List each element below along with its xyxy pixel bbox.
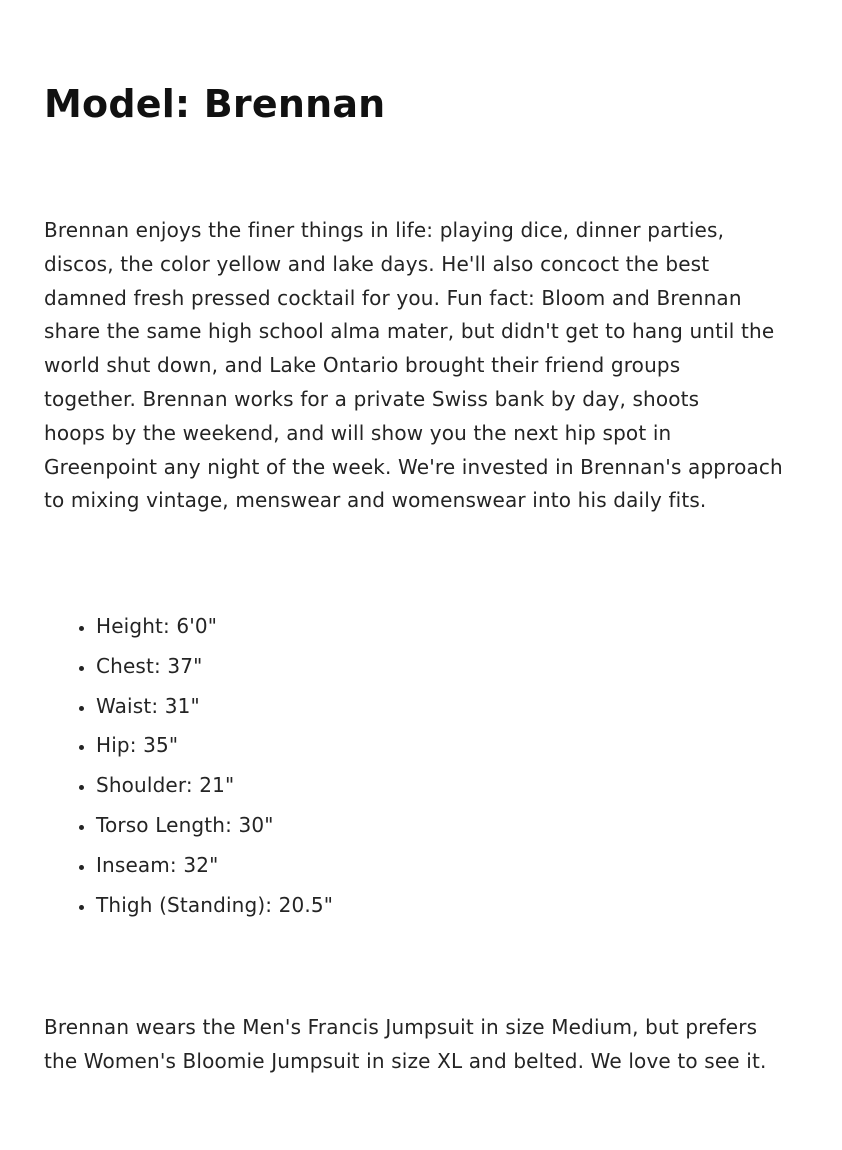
measurement-inseam: • Inseam: 32" [96,846,333,886]
bio-line: Brennan enjoys the finer things in life: playing dice, dinner parties, [44,218,725,242]
sizing-note [44,1011,824,1079]
bio-line: world shut down, and Lake Ontario brought their friend groups [44,353,681,378]
bio-line: hoops by the weekend, and will show you the next hip spot in [44,420,672,445]
bio-line: Greenpoint any night of the week. We're invested in Brennan's approach [44,454,783,479]
bio-line: discos, the color yellow and lake days. He'll also concoct the best [44,251,710,276]
measurement-hip: • Hip: 35" [96,726,333,766]
sizing-note-line: Brennan wears the Men's Francis Jumpsuit in size Medium, but prefers [44,1015,758,1039]
measurement-shoulder: • Shoulder: 21" [96,766,333,806]
bio-line: together. Brennan works for a private Swiss bank by day, shoots [44,386,700,411]
measurements-list [44,607,333,925]
measurement-torso-length: • Torso Length: 30" [96,806,333,846]
measurement-thigh: • Thigh (Standing): 20.5" [96,886,333,926]
measurement-chest: • Chest: 37" [96,647,333,687]
page-title: Model: Brennan [44,82,386,126]
sizing-note-line: the Women's Bloomie Jumpsuit in size XL and belted. We love to see it. [44,1048,767,1073]
measurement-height: • Height: 6'0" [96,607,333,647]
model-bio [44,214,824,518]
bio-line: share the same high school alma mater, but didn't get to hang until the [44,319,775,344]
bio-line: to mixing vintage, menswear and womenswear into his daily fits. [44,488,707,513]
bio-line: damned fresh pressed cocktail for you. Fun fact: Bloom and Brennan [44,285,742,310]
measurement-waist: • Waist: 31" [96,687,333,727]
